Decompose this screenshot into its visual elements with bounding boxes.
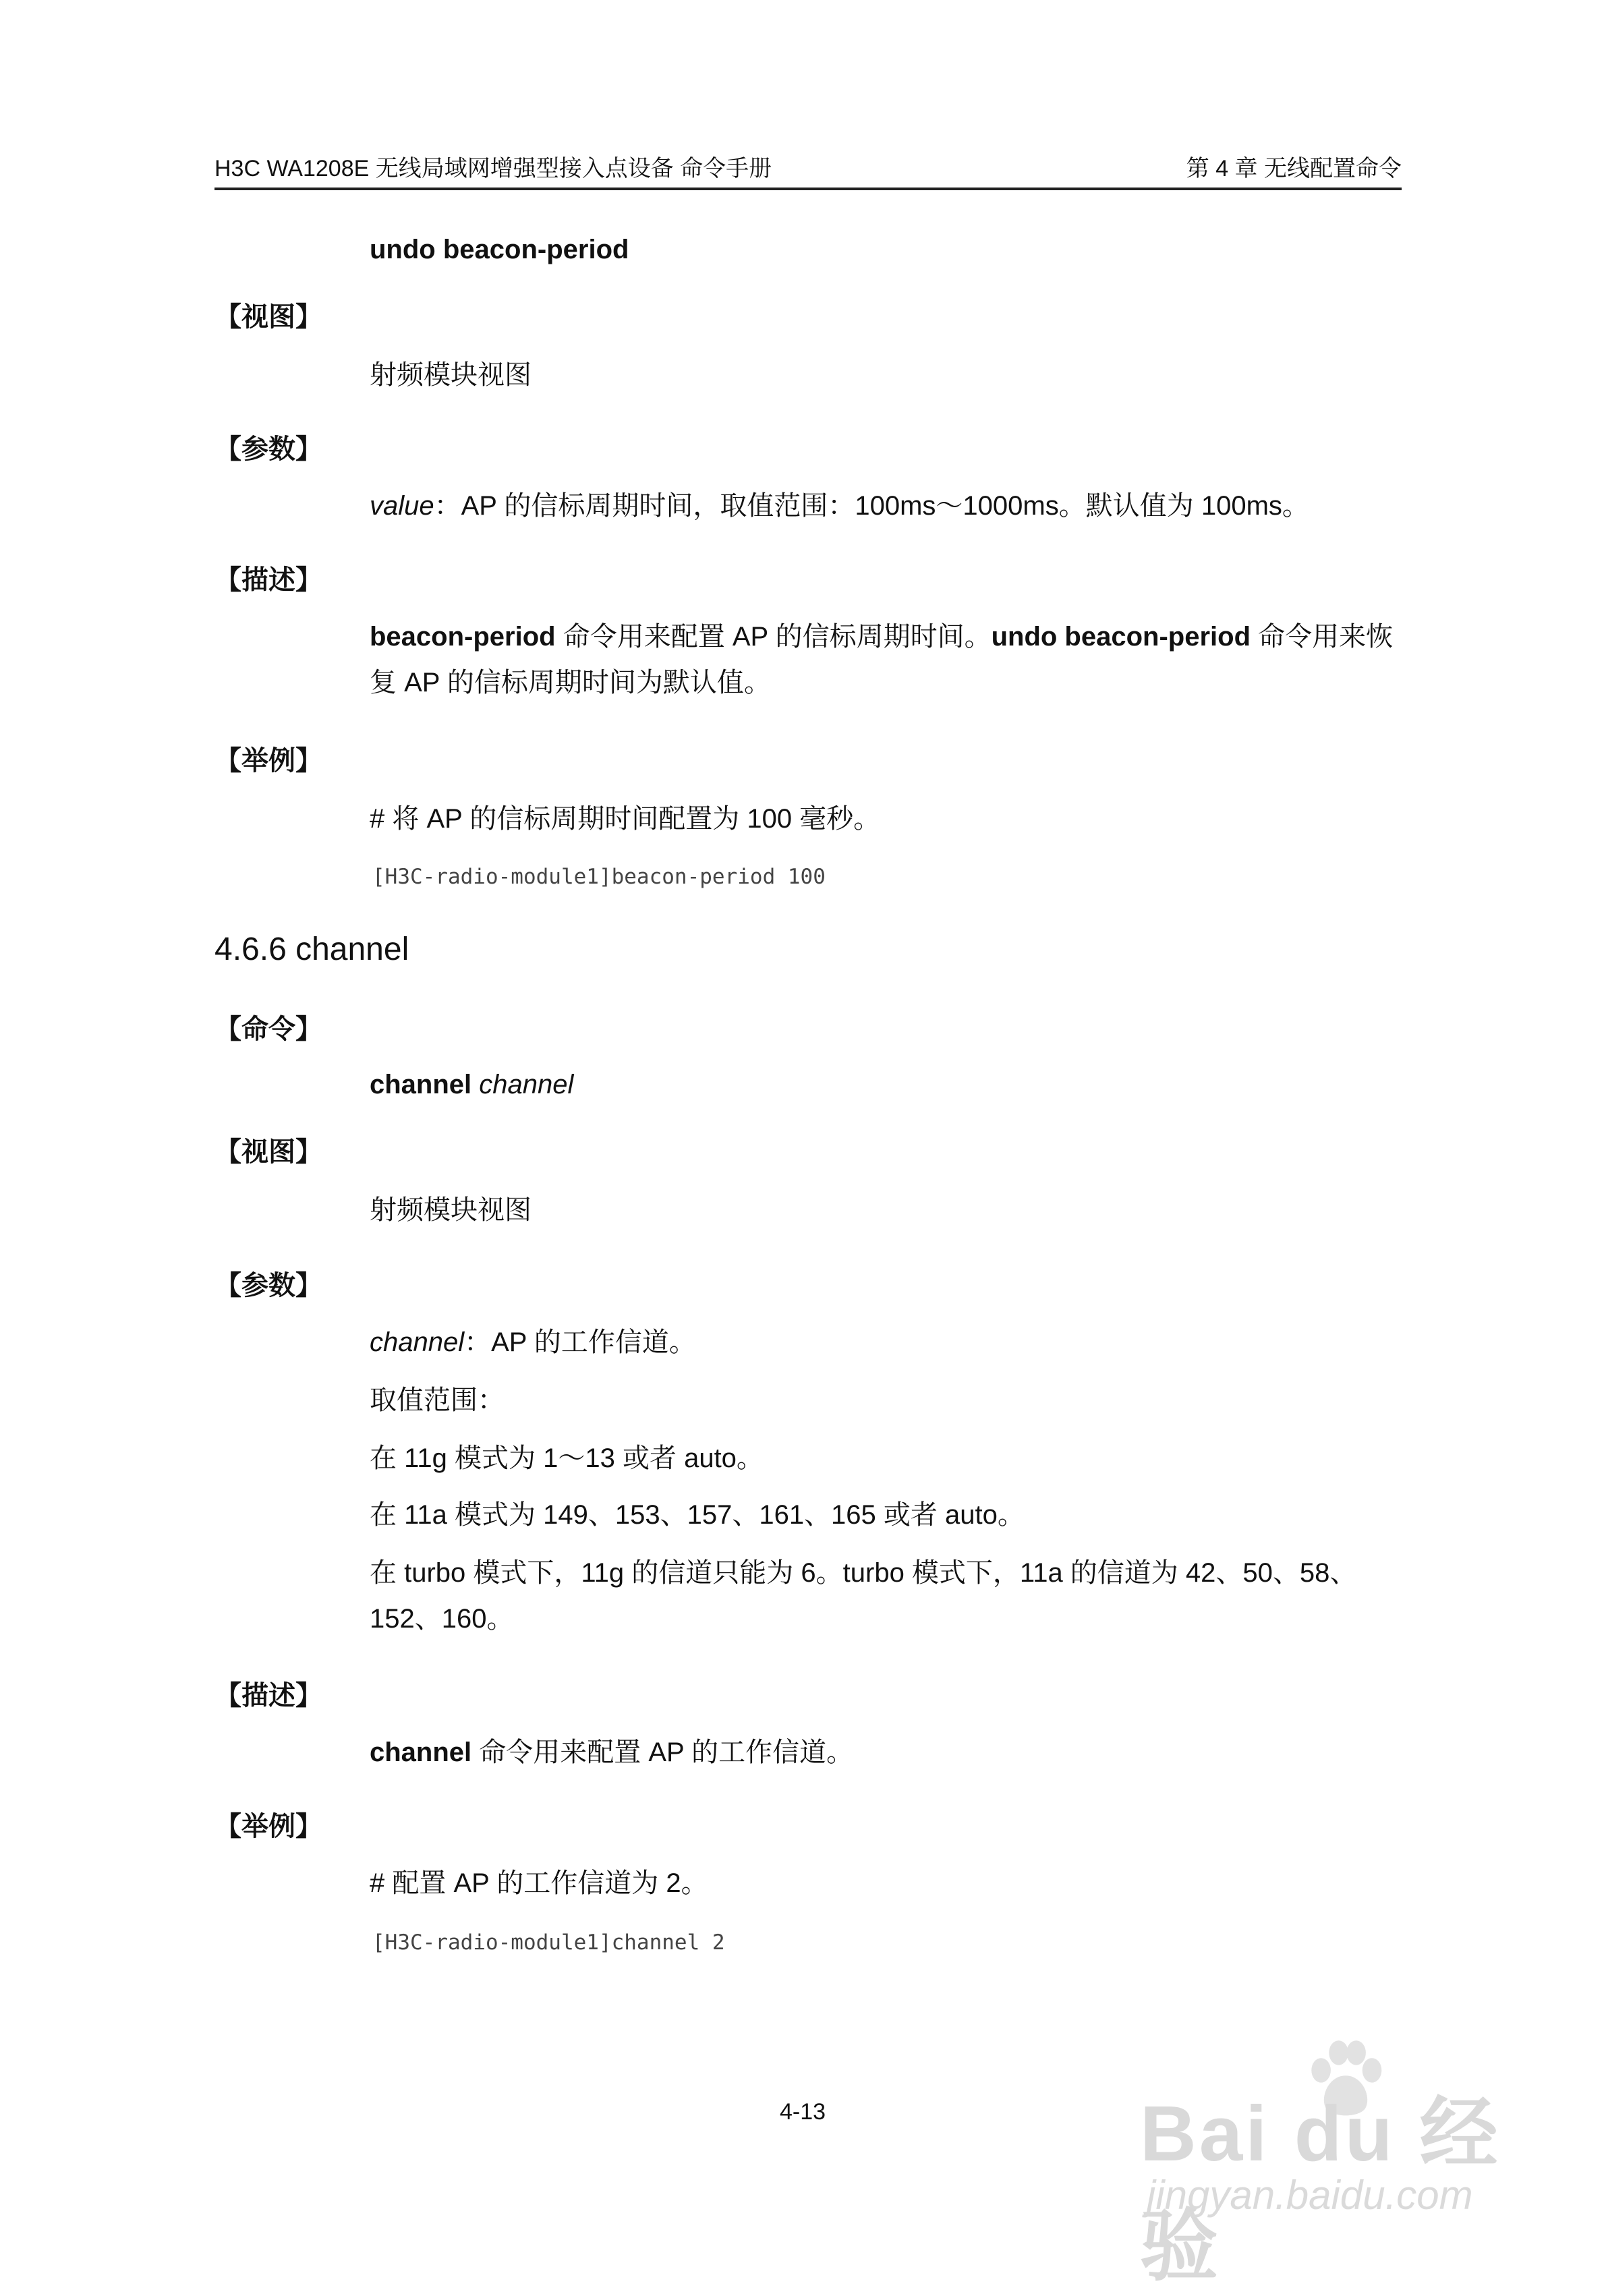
example-code: [H3C-radio-module1]beacon-period 100: [372, 865, 826, 889]
page-number: 4-13: [779, 2099, 826, 2125]
param-name-channel: channel: [370, 1327, 465, 1357]
view-label: 【视图】: [214, 302, 322, 332]
desc-label: 【描述】: [214, 565, 322, 595]
command-param-channel: channel: [479, 1070, 574, 1099]
desc-text-channel: 命令用来配置 AP 的工作信道。: [471, 1738, 854, 1767]
header-manual-title: H3C WA1208E 无线局域网增强型接入点设备 命令手册: [214, 156, 772, 181]
desc-command-2: undo beacon-period: [991, 622, 1251, 652]
example-code-2: [H3C-radio-module1]channel 2: [372, 1930, 725, 1955]
section-title-channel: 4.6.6 channel: [214, 931, 409, 967]
range-title: 取值范围：: [370, 1385, 505, 1415]
desc-paragraph: [370, 614, 1402, 706]
param-description-2: [370, 1319, 696, 1365]
param-name: value: [370, 491, 434, 521]
watermark-brand: Bai du 经验: [1140, 2090, 1501, 2290]
desc-text-2: 命令用来恢复 AP 的信标周期时间为默认值。: [370, 622, 1394, 697]
example-text: # 将 AP 的信标周期时间配置为 100 毫秒。: [370, 804, 881, 834]
page-header: [214, 150, 1402, 190]
example-label-2: 【举例】: [214, 1812, 322, 1841]
range-11a: 在 11a 模式为 149、153、157、161、165 或者 auto。: [370, 1500, 1025, 1530]
param-label: 【参数】: [214, 434, 322, 464]
desc-command-channel: channel: [370, 1738, 472, 1767]
range-11g: 在 11g 模式为 1～13 或者 auto。: [370, 1443, 764, 1473]
desc-paragraph-2: [370, 1729, 853, 1775]
command-syntax: [370, 1062, 573, 1108]
param-text: ：AP 的信标周期时间，取值范围：100ms～1000ms。默认值为 100ms。: [434, 491, 1309, 521]
param-text-2: ：AP 的工作信道。: [464, 1327, 696, 1357]
param-description: [370, 483, 1309, 529]
header-chapter-title: 第 4 章 无线配置命令: [1186, 156, 1402, 181]
command-keyword: undo beacon-period: [370, 235, 629, 264]
view-text: 射频模块视图: [370, 360, 532, 390]
example-label: 【举例】: [214, 746, 322, 776]
command-line-undo-beacon-period: [370, 227, 629, 272]
view-label-2: 【视图】: [214, 1137, 322, 1167]
range-turbo: 在 turbo 模式下，11g 的信道只能为 6。turbo 模式下，11a 的信道为 42、50、58、152、160。: [370, 1558, 1357, 1634]
baidu-jingyan-watermark: [1140, 2024, 1518, 2290]
command-keyword-channel: channel: [370, 1070, 472, 1099]
example-text-2: # 配置 AP 的工作信道为 2。: [370, 1868, 708, 1898]
command-label: 【命令】: [214, 1014, 322, 1044]
desc-text-1: 命令用来配置 AP 的信标周期时间。: [555, 622, 992, 652]
watermark-url: jingyan.baidu.com: [1147, 2173, 1473, 2218]
desc-command-1: beacon-period: [370, 622, 556, 652]
param-label-2: 【参数】: [214, 1271, 322, 1300]
view-text-2: 射频模块视图: [370, 1195, 532, 1225]
desc-label-2: 【描述】: [214, 1681, 322, 1711]
